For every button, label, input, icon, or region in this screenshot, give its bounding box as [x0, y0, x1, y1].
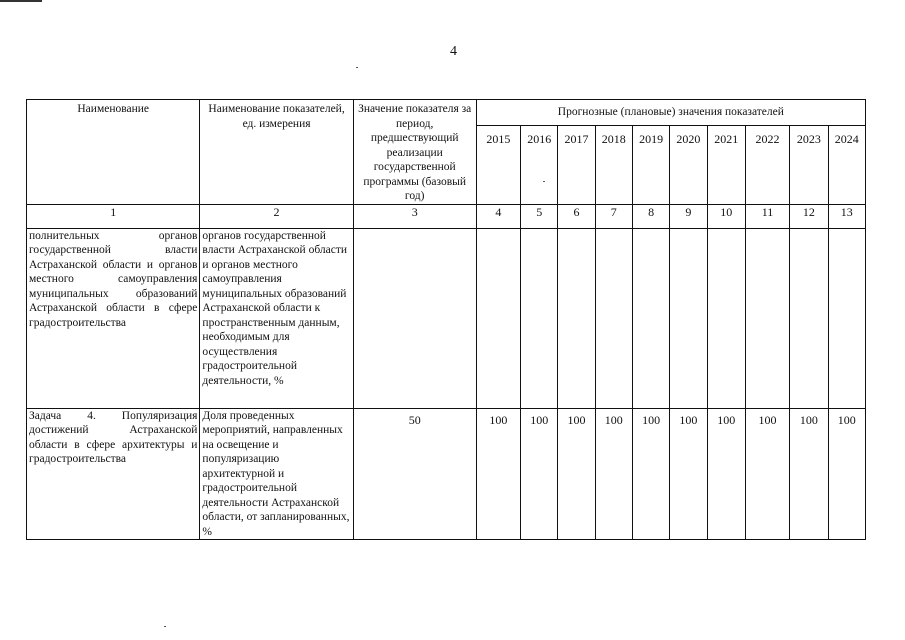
scan-edge-mark	[0, 0, 42, 2]
row-name: Задача 4. Популяризация достижений Астраханской области в сфере архитектуры и градостроительства	[27, 408, 200, 540]
year-2024: 2024	[828, 125, 865, 204]
column-number: 8	[632, 204, 669, 228]
column-number: 1	[27, 204, 200, 228]
row-value	[828, 228, 865, 408]
row-name: полнительных органов государственной власти Астраханской области и органов местного самоуправления муниципальных образований Астраханской области в сфере градостроительства	[27, 228, 200, 408]
column-number: 3	[353, 204, 476, 228]
row-value	[595, 228, 632, 408]
row-value: 100	[745, 408, 789, 540]
page-number: 4	[450, 44, 457, 59]
row-value	[707, 228, 745, 408]
year-2016: 2016	[521, 125, 558, 204]
column-number: 5	[521, 204, 558, 228]
row-value: 100	[558, 408, 595, 540]
year-2021: 2021	[707, 125, 745, 204]
row-value: 100	[521, 408, 558, 540]
column-number: 6	[558, 204, 595, 228]
row-base-value	[353, 228, 476, 408]
header-base-value: Значение показателя за период, предшествующий реализации государственной программы (базовый год)	[353, 100, 476, 205]
row-value	[632, 228, 669, 408]
column-number: 10	[707, 204, 745, 228]
column-number: 11	[745, 204, 789, 228]
row-value	[558, 228, 595, 408]
year-2020: 2020	[670, 125, 707, 204]
year-2022: 2022	[745, 125, 789, 204]
row-indicator: органов государственной власти Астраханской области и органов местного самоуправления муниципальных образований Астраханской области к пространственным данным, необходимым для осуществления градостроительной деятельности, %	[200, 228, 353, 408]
row-value	[745, 228, 789, 408]
column-number: 7	[595, 204, 632, 228]
column-number: 12	[790, 204, 828, 228]
header-name: Наименование	[27, 100, 200, 205]
row-value	[790, 228, 828, 408]
row-value	[521, 228, 558, 408]
row-value: 100	[790, 408, 828, 540]
year-2017: 2017	[558, 125, 595, 204]
header-forecast: Прогнозные (плановые) значения показателей	[476, 100, 865, 126]
scan-speck	[164, 626, 166, 627]
row-value	[670, 228, 707, 408]
column-number: 2	[200, 204, 353, 228]
year-2015: 2015	[476, 125, 520, 204]
column-number: 13	[828, 204, 865, 228]
year-2023: 2023	[790, 125, 828, 204]
row-value: 100	[476, 408, 520, 540]
column-number: 4	[476, 204, 520, 228]
table-row	[27, 228, 866, 408]
indicators-table	[26, 99, 866, 540]
column-number: 9	[670, 204, 707, 228]
row-value	[476, 228, 520, 408]
row-value: 100	[707, 408, 745, 540]
scan-speck	[356, 67, 358, 68]
row-value: 100	[828, 408, 865, 540]
header-row	[27, 100, 866, 126]
year-2018: 2018	[595, 125, 632, 204]
row-indicator: Доля проведенных мероприятий, направленных на освещение и популяризацию архитектурной и градостроительной деятельности Астраханской области, от запланированных, %	[200, 408, 353, 540]
row-value: 100	[595, 408, 632, 540]
row-value: 100	[670, 408, 707, 540]
row-base-value: 50	[353, 408, 476, 540]
column-number-row	[27, 204, 866, 228]
year-2019: 2019	[632, 125, 669, 204]
header-indicator: Наименование показателей, ед. измерения	[200, 100, 353, 205]
table-row	[27, 408, 866, 540]
row-value: 100	[632, 408, 669, 540]
